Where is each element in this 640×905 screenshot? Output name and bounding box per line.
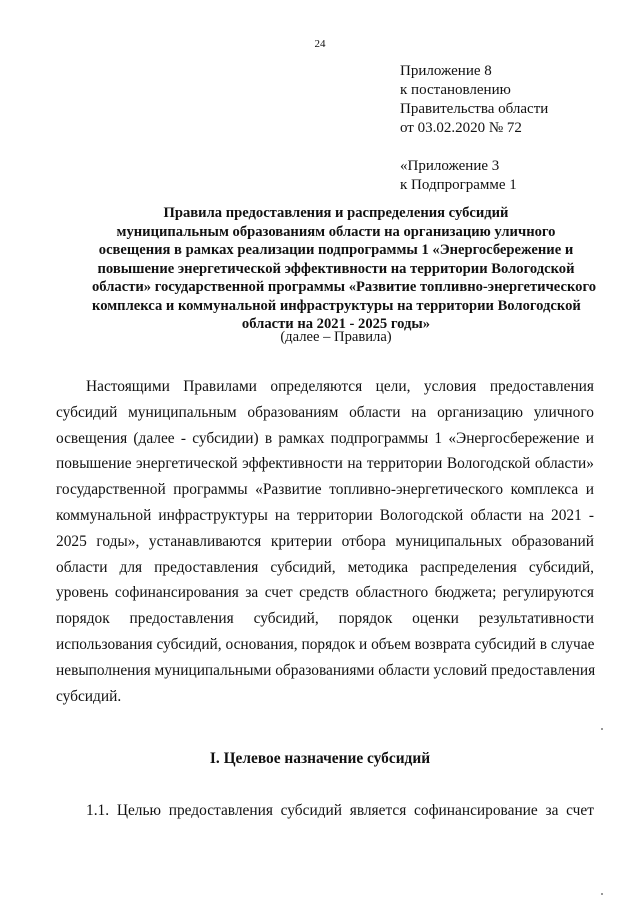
title-line: освещения в рамках реализации подпрограммы 1 «Энергосбережение и	[98, 242, 574, 258]
paragraph-line: 1.1. Целью предоставления субсидий является софинансирование за счет	[86, 802, 594, 819]
title-line: повышение энергетической эффективности на территории Вологодской	[97, 260, 575, 277]
paragraph-line: субсидий муниципальным образованиям области на организацию уличного	[56, 403, 594, 421]
paragraph-line: повышение энергетической эффективности на территории Вологодской области»	[56, 455, 594, 473]
paragraph-line: порядок предоставления субсидий, порядок оценки результативности	[56, 610, 594, 628]
section-heading: I. Целевое назначение субсидий	[209, 750, 431, 767]
paragraph-line: государственной программы «Развитие топливно-энергетического комплекса и	[56, 481, 594, 499]
appendix-line: Приложение 8	[400, 63, 492, 79]
title-line: области на 2021 - 2025 годы»	[241, 316, 431, 332]
appendix-line: Правительства области	[400, 101, 549, 117]
paragraph-line: невыполнения муниципальными образованиями области условий предоставления	[56, 661, 596, 679]
title-line: комплекса и коммунальной инфраструктуры на территории Вологодской	[92, 297, 581, 314]
paragraph-line: субсидий.	[56, 687, 122, 705]
title-line: области» государственной программы «Развитие топливно-энергетического	[92, 279, 597, 295]
sub-appendix-line: «Приложение 3	[400, 158, 500, 174]
section-1-paragraph	[56, 798, 594, 824]
paragraph-line: области для предоставления субсидий, методика распределения субсидий,	[56, 558, 594, 576]
paragraph-line: уровень софинансирования за счет средств областного бюджета; регулируются	[56, 584, 594, 602]
title-line: муниципальным образованиям области на организацию уличного	[116, 223, 556, 240]
appendix-block	[400, 62, 548, 195]
paragraph-line: освещения (далее - субсидии) в рамках подпрограммы 1 «Энергосбережение и	[56, 429, 594, 447]
title-line: Правила предоставления и распределения субсидий	[163, 205, 509, 221]
document-subtitle: (далее – Правила)	[280, 329, 392, 345]
paragraph-line: коммунальной инфраструктуры на территории Вологодской области на 2021 -	[56, 506, 594, 524]
intro-paragraph	[56, 374, 594, 709]
scan-artifact	[601, 893, 603, 895]
sub-appendix-line: к Подпрограмме 1	[400, 177, 517, 193]
appendix-line: от 03.02.2020 № 72	[400, 120, 522, 136]
paragraph-line: использования субсидий, основания, порядок и объем возврата субсидий в случае	[56, 635, 595, 653]
page-number: 24	[314, 38, 326, 50]
appendix-spacer	[400, 138, 548, 157]
appendix-line: к постановлению	[400, 82, 511, 98]
paragraph-line: 2025 годы», устанавливаются критерии отбора муниципальных образований	[56, 532, 594, 550]
document-title	[92, 204, 597, 334]
scan-artifact	[601, 728, 603, 730]
paragraph-line: Настоящими Правилами определяются цели, условия предоставления	[86, 378, 594, 395]
